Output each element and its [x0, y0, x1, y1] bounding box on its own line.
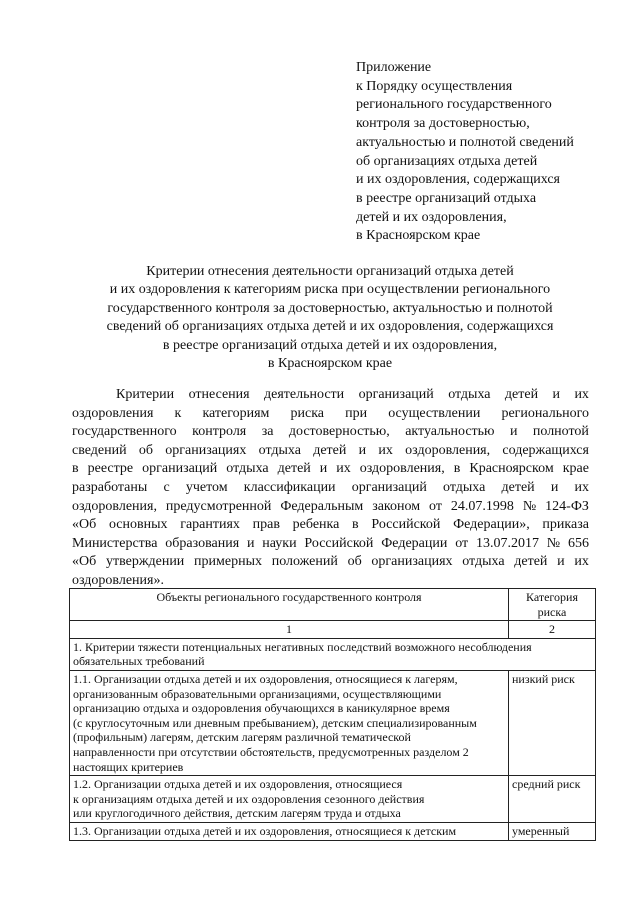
paragraph-word: государственного — [72, 424, 177, 440]
paragraph-word: их — [574, 554, 589, 570]
appendix-line: актуальностью и полнотой сведений — [356, 134, 574, 150]
header-risk-line: Категория — [526, 590, 578, 604]
paragraph-word: осуществлении — [388, 405, 481, 421]
paragraph-word: оздоровления, — [72, 498, 157, 514]
header-risk-line: риска — [537, 604, 567, 619]
paragraph-word: организациях — [371, 554, 453, 570]
row-line: настоящих критериев — [73, 759, 184, 774]
paragraph-word: организаций — [358, 387, 434, 402]
paragraph-word: предусмотренной — [165, 498, 272, 514]
row-line: (с круглосуточным или дневным пребыванием), детским специализированным — [73, 715, 477, 730]
paragraph-word: Российской — [304, 535, 374, 551]
appendix-line: регионального государственного — [356, 97, 552, 113]
header-risk-category — [509, 589, 596, 621]
paragraph-word: их — [574, 387, 589, 402]
row-line: направленности при отсутствии обстоятельств, предусмотренных разделом 2 — [73, 744, 469, 759]
paragraph-word: организаций — [142, 461, 218, 477]
paragraph-word: утверждении — [105, 554, 185, 570]
paragraph-line — [72, 460, 589, 479]
paragraph-word: риска — [290, 405, 325, 421]
paragraph-word: Критерии — [116, 387, 175, 402]
appendix-line: в реестре организаций отдыха — [356, 190, 537, 206]
row-1-1-risk: низкий риск — [509, 670, 596, 775]
paragraph-word: отдыха — [443, 479, 486, 495]
row-line: к организациям отдыха детей и их оздоровления сезонного действия — [73, 791, 425, 806]
paragraph-word: от — [455, 535, 469, 551]
paragraph-word: организациях — [165, 442, 247, 458]
paragraph-word: Красноярском — [469, 461, 554, 477]
paragraph-word: детей — [313, 442, 347, 458]
row-line: 1.1. Организации отдыха детей и их оздоровления, относящиеся к лагерям, — [73, 671, 458, 686]
table-row — [70, 822, 596, 840]
paragraph-word: и — [552, 387, 561, 402]
paragraph-word: разработаны — [72, 479, 148, 495]
paragraph-word: науки — [262, 535, 297, 551]
paragraph-line — [72, 386, 589, 405]
paragraph-line — [72, 535, 589, 554]
paragraph-word: их — [378, 442, 393, 458]
paragraph-word: в — [72, 461, 79, 477]
section-1-title — [70, 638, 596, 670]
paragraph-word: законом — [372, 498, 421, 514]
appendix-line: Приложение — [356, 60, 432, 75]
paragraph-word: Российской — [371, 517, 441, 533]
appendix-line: об организациях отдыха детей — [356, 153, 538, 169]
row-line: или круглогодичного действия, детским лагерям труда и отдыха — [73, 806, 401, 821]
section-line: 1. Критерии тяжести потенциальных негативных последствий возможного несоблюдения — [73, 639, 532, 654]
paragraph-word: учетом — [185, 479, 228, 495]
paragraph-word: актуальностью — [405, 424, 495, 440]
paragraph-word: Федеральным — [280, 498, 364, 514]
paragraph-word: достоверностью, — [288, 424, 390, 440]
paragraph-word: Министерства — [72, 535, 158, 551]
paragraph-word: детей — [501, 479, 535, 495]
paragraph-line — [72, 423, 589, 442]
paragraph-word: и — [557, 554, 565, 570]
paragraph-word: их — [336, 461, 351, 477]
appendix-line: в Красноярском крае — [356, 228, 481, 244]
paragraph-word: регионального — [501, 405, 589, 421]
intro-paragraph — [72, 386, 589, 591]
paragraph-line — [72, 442, 589, 461]
paragraph-word: организаций — [351, 479, 427, 495]
row-line: 1.3. Организации отдыха детей и их оздоровления, относящиеся к детским — [73, 823, 457, 838]
paragraph-word: с — [163, 479, 170, 495]
paragraph-word: детей — [277, 461, 311, 477]
paragraph-word: гарантиях — [180, 517, 240, 533]
row-1-2-text — [70, 776, 509, 823]
paragraph-line — [72, 553, 589, 572]
paragraph-word: и — [509, 424, 518, 440]
paragraph-word: ребенка — [292, 517, 340, 533]
paragraph-word: их — [574, 479, 589, 495]
table-row — [70, 670, 596, 775]
paragraph-word: крае — [562, 461, 589, 477]
appendix-line: контроля за достоверностью, — [356, 116, 530, 132]
paragraph-word: и — [550, 479, 559, 495]
paragraph-word: отдыха — [462, 554, 505, 570]
row-line: организацию отдыха и оздоровления обучающихся в каникулярное время — [73, 701, 450, 716]
paragraph-word: в — [352, 517, 359, 533]
paragraph-word: оздоровления, — [359, 461, 445, 477]
paragraph-word: оздоровления — [72, 405, 154, 421]
paragraph-word: примерных — [194, 554, 262, 570]
paragraph-word: в — [453, 461, 461, 477]
document-heading — [60, 263, 600, 373]
heading-line: в Красноярском крае — [267, 356, 393, 372]
paragraph-word: и — [319, 461, 328, 477]
row-line: 1.2. Организации отдыха детей и их оздоровления, относящиеся — [73, 777, 403, 792]
paragraph-line — [72, 405, 589, 424]
paragraph-word: детей — [504, 387, 539, 402]
paragraph-word: отдыха — [226, 461, 269, 477]
criteria-table — [69, 588, 596, 841]
paragraph-word: отдыха — [258, 442, 301, 458]
heading-line: государственного контроля за достоверностью, актуальностью и полнотой — [107, 300, 553, 316]
heading-line: и их оздоровления к категориям риска при осуществлении регионального — [109, 282, 551, 298]
paragraph-word: за — [261, 424, 274, 440]
row-line: организованным образовательными организациями, осуществляющими — [73, 686, 442, 701]
paragraph-word: прав — [252, 517, 280, 533]
paragraph-word: 656 — [567, 535, 589, 551]
paragraph-word: Федерации — [381, 535, 448, 551]
paragraph-word: № — [522, 498, 537, 514]
table-number-row — [70, 621, 596, 639]
paragraph-word: об — [347, 554, 362, 570]
paragraph-word: детей — [514, 554, 548, 570]
heading-line: Критерии отнесения деятельности организаций отдыха детей — [146, 264, 514, 279]
row-line: (профильным) лагерям, детским лагерям различной тематической — [73, 730, 411, 745]
paragraph-word: при — [345, 405, 368, 421]
paragraph-word: и — [246, 535, 255, 551]
paragraph-word: к — [174, 405, 182, 421]
appendix-line: и их оздоровления, содержащихся — [356, 172, 560, 188]
paragraph-word: сведений — [72, 442, 127, 458]
paragraph-word: отнесения — [188, 387, 250, 402]
appendix-block — [356, 59, 626, 246]
paragraph-word: реестре — [87, 461, 134, 477]
row-1-3-risk: умеренный — [509, 822, 596, 840]
paragraph-word: и — [358, 442, 367, 458]
column-number-2: 2 — [509, 621, 596, 639]
appendix-line: детей и их оздоровления, — [356, 209, 507, 225]
paragraph-word: 24.07.1998 — [450, 498, 514, 514]
paragraph-word: «Об — [72, 554, 97, 570]
row-1-2-risk: средний риск — [509, 776, 596, 823]
paragraph-line: оздоровления». — [72, 572, 164, 588]
paragraph-line — [72, 498, 589, 517]
paragraph-word: 13.07.2017 — [475, 535, 539, 551]
paragraph-word: № — [546, 535, 561, 551]
paragraph-word: 124-ФЗ — [545, 498, 589, 514]
paragraph-word: положений — [271, 554, 338, 570]
paragraph-word: об — [138, 442, 153, 458]
paragraph-word: категориям — [202, 405, 270, 421]
section-row — [70, 638, 596, 670]
paragraph-line — [72, 516, 589, 535]
header-objects: Объекты регионального государственного контроля — [70, 589, 509, 621]
paragraph-word: полнотой — [532, 424, 589, 440]
row-1-3-text — [70, 822, 509, 840]
column-number-1: 1 — [70, 621, 509, 639]
row-1-1-text — [70, 670, 509, 775]
paragraph-word: от — [429, 498, 442, 514]
section-line: обязательных требований — [73, 654, 205, 669]
paragraph-word: контроля — [192, 424, 247, 440]
paragraph-word: классификации — [243, 479, 336, 495]
table-header-row — [70, 589, 596, 621]
paragraph-word: оздоровления, — [405, 442, 491, 458]
appendix-line: к Порядку осуществления — [356, 78, 513, 94]
paragraph-word: содержащихся — [502, 442, 589, 458]
paragraph-word: основных — [108, 517, 168, 533]
heading-line: сведений об организациях отдыха детей и их оздоровления, содержащихся — [106, 319, 554, 335]
paragraph-word: «Об — [72, 517, 97, 533]
table-row — [70, 776, 596, 823]
paragraph-word: деятельности — [264, 387, 345, 402]
paragraph-word: отдыха — [448, 387, 491, 402]
paragraph-word: Федерации», — [453, 517, 530, 533]
heading-line: в реестре организаций отдыха детей и их оздоровления, — [162, 337, 498, 353]
paragraph-word: образования — [165, 535, 240, 551]
paragraph-word: приказа — [542, 517, 589, 533]
paragraph-line — [72, 479, 589, 498]
